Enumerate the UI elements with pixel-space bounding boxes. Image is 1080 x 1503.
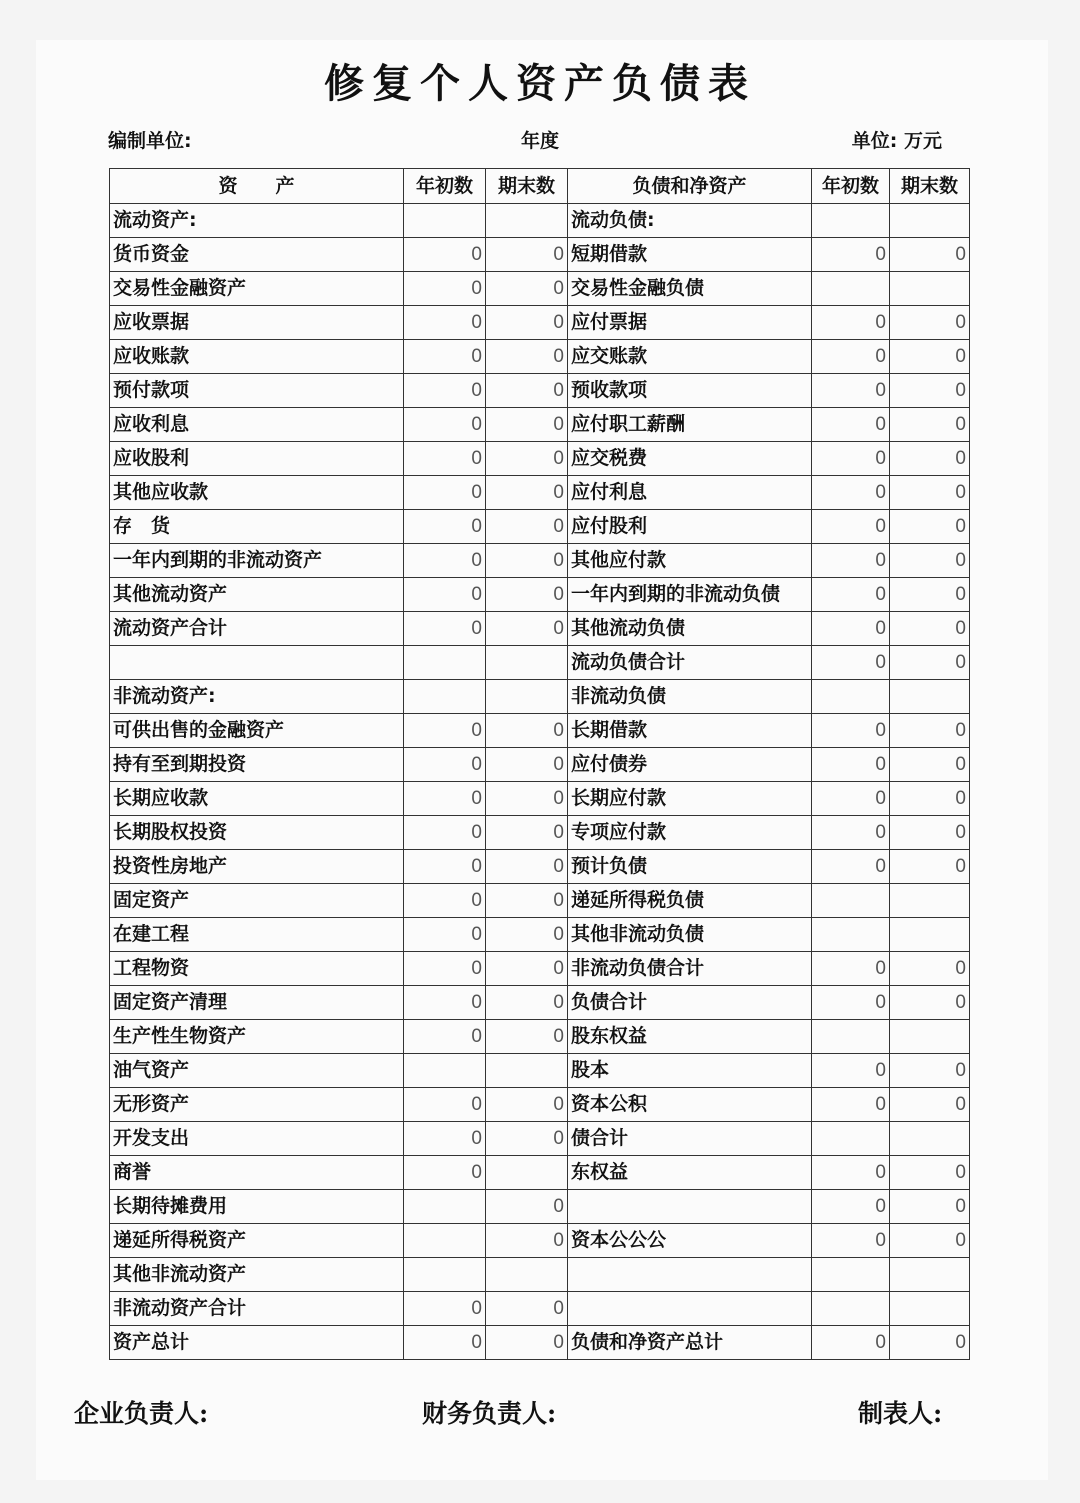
- table-row: [110, 714, 970, 748]
- asset-begin-value: 0: [404, 340, 486, 374]
- liability-begin-value: 0: [812, 238, 890, 272]
- asset-begin-value: 0: [404, 272, 486, 306]
- liability-end-value: 0: [890, 1190, 970, 1224]
- asset-begin-value: 0: [404, 850, 486, 884]
- preparer-label: 制表人:: [858, 1399, 943, 1428]
- table-row: [110, 238, 970, 272]
- liability-label: 股东权益: [568, 1020, 812, 1054]
- compiling-unit-label: 编制单位:: [108, 130, 192, 152]
- header-assets-begin: 年初数: [404, 169, 486, 204]
- asset-end-value: 0: [486, 612, 568, 646]
- asset-end-value: 0: [486, 476, 568, 510]
- liability-end-value: 0: [890, 748, 970, 782]
- table-row: [110, 1258, 970, 1292]
- asset-end-value: [486, 646, 568, 680]
- table-row: [110, 1224, 970, 1258]
- liability-end-value: 0: [890, 408, 970, 442]
- liability-begin-value: [812, 680, 890, 714]
- liability-begin-value: [812, 1258, 890, 1292]
- table-row: [110, 1122, 970, 1156]
- asset-end-value: 0: [486, 1190, 568, 1224]
- liability-label: 负债合计: [568, 986, 812, 1020]
- asset-label: 预付款项: [110, 374, 404, 408]
- liability-begin-value: 0: [812, 408, 890, 442]
- asset-label: 长期待摊费用: [110, 1190, 404, 1224]
- liability-begin-value: 0: [812, 476, 890, 510]
- liability-begin-value: 0: [812, 1054, 890, 1088]
- asset-begin-value: 0: [404, 1020, 486, 1054]
- asset-label: 交易性金融资产: [110, 272, 404, 306]
- asset-begin-value: [404, 1224, 486, 1258]
- header-liabilities-end: 期末数: [890, 169, 970, 204]
- liability-begin-value: [812, 272, 890, 306]
- asset-label: 流动资产合计: [110, 612, 404, 646]
- table-row: [110, 1088, 970, 1122]
- liability-end-value: 0: [890, 646, 970, 680]
- liability-label: 长期应付款: [568, 782, 812, 816]
- asset-begin-value: [404, 204, 486, 238]
- finance-head-label: 财务负责人:: [422, 1399, 557, 1428]
- asset-end-value: [486, 1258, 568, 1292]
- liability-label: 预计负债: [568, 850, 812, 884]
- liability-begin-value: 0: [812, 1326, 890, 1360]
- asset-begin-value: [404, 1258, 486, 1292]
- table-row: [110, 1156, 970, 1190]
- table-row: [110, 612, 970, 646]
- table-row: [110, 952, 970, 986]
- liability-label: 交易性金融负债: [568, 272, 812, 306]
- asset-end-value: 0: [486, 748, 568, 782]
- liability-begin-value: 0: [812, 544, 890, 578]
- asset-end-value: 0: [486, 578, 568, 612]
- asset-end-value: 0: [486, 272, 568, 306]
- asset-label: 递延所得税资产: [110, 1224, 404, 1258]
- asset-label: 应收股利: [110, 442, 404, 476]
- asset-end-value: 0: [486, 816, 568, 850]
- liability-begin-value: 0: [812, 646, 890, 680]
- table-row: [110, 442, 970, 476]
- table-row: [110, 1054, 970, 1088]
- liability-begin-value: 0: [812, 986, 890, 1020]
- asset-begin-value: 0: [404, 1122, 486, 1156]
- asset-end-value: [486, 680, 568, 714]
- header-liabilities: 负债和净资产: [568, 169, 812, 204]
- table-row: [110, 850, 970, 884]
- liability-label: 东权益: [568, 1156, 812, 1190]
- header-assets: 资 产: [110, 169, 404, 204]
- table-row: [110, 918, 970, 952]
- liability-label: 其他应付款: [568, 544, 812, 578]
- asset-label: 持有至到期投资: [110, 748, 404, 782]
- asset-begin-value: [404, 1054, 486, 1088]
- asset-label: 应收利息: [110, 408, 404, 442]
- liability-end-value: [890, 272, 970, 306]
- currency-unit-label: 单位: 万元: [851, 130, 942, 152]
- liability-label: 专项应付款: [568, 816, 812, 850]
- liability-begin-value: 0: [812, 1190, 890, 1224]
- asset-begin-value: 0: [404, 1292, 486, 1326]
- asset-end-value: 0: [486, 340, 568, 374]
- asset-end-value: 0: [486, 510, 568, 544]
- liability-begin-value: 0: [812, 1088, 890, 1122]
- asset-label: 油气资产: [110, 1054, 404, 1088]
- asset-begin-value: 0: [404, 374, 486, 408]
- liability-begin-value: 0: [812, 442, 890, 476]
- asset-begin-value: 0: [404, 408, 486, 442]
- liability-label: 应交税费: [568, 442, 812, 476]
- asset-end-value: 0: [486, 1122, 568, 1156]
- table-row: [110, 1292, 970, 1326]
- table-row: [110, 646, 970, 680]
- liability-label: 应付债券: [568, 748, 812, 782]
- table-row: [110, 816, 970, 850]
- asset-begin-value: 0: [404, 306, 486, 340]
- asset-label: 一年内到期的非流动资产: [110, 544, 404, 578]
- header-assets-end: 期末数: [486, 169, 568, 204]
- asset-end-value: 0: [486, 986, 568, 1020]
- table-row: [110, 578, 970, 612]
- asset-begin-value: 0: [404, 714, 486, 748]
- asset-begin-value: 0: [404, 442, 486, 476]
- liability-label: 流动负债合计: [568, 646, 812, 680]
- liability-end-value: 0: [890, 306, 970, 340]
- asset-label: 其他应收款: [110, 476, 404, 510]
- liability-end-value: 0: [890, 476, 970, 510]
- liability-end-value: 0: [890, 340, 970, 374]
- table-row: [110, 476, 970, 510]
- page-title: 修复个人资产负债表: [324, 60, 756, 107]
- liability-begin-value: 0: [812, 850, 890, 884]
- asset-label: 投资性房地产: [110, 850, 404, 884]
- asset-end-value: 0: [486, 918, 568, 952]
- liability-end-value: [890, 884, 970, 918]
- enterprise-head-label: 企业负责人:: [74, 1399, 209, 1428]
- liability-label: 应付票据: [568, 306, 812, 340]
- liability-label: 资本公公公: [568, 1224, 812, 1258]
- asset-label: 固定资产: [110, 884, 404, 918]
- table-row: [110, 374, 970, 408]
- liability-label: 债合计: [568, 1122, 812, 1156]
- asset-end-value: [486, 1156, 568, 1190]
- asset-begin-value: [404, 1190, 486, 1224]
- asset-label: 工程物资: [110, 952, 404, 986]
- table-row: [110, 340, 970, 374]
- liability-label: 预收款项: [568, 374, 812, 408]
- asset-begin-value: 0: [404, 1326, 486, 1360]
- liability-label: 应付利息: [568, 476, 812, 510]
- liability-begin-value: 0: [812, 1224, 890, 1258]
- asset-label: 在建工程: [110, 918, 404, 952]
- liability-end-value: 0: [890, 578, 970, 612]
- asset-begin-value: 0: [404, 748, 486, 782]
- liability-label: 非流动负债: [568, 680, 812, 714]
- asset-label: 可供出售的金融资产: [110, 714, 404, 748]
- table-row: [110, 544, 970, 578]
- asset-label: 资产总计: [110, 1326, 404, 1360]
- asset-begin-value: 0: [404, 1156, 486, 1190]
- asset-label: 非流动资产合计: [110, 1292, 404, 1326]
- liability-label: 应交账款: [568, 340, 812, 374]
- asset-label: 生产性生物资产: [110, 1020, 404, 1054]
- liability-end-value: 0: [890, 544, 970, 578]
- asset-begin-value: 0: [404, 952, 486, 986]
- asset-label: 固定资产清理: [110, 986, 404, 1020]
- liability-label: 一年内到期的非流动负债: [568, 578, 812, 612]
- liability-label: 其他非流动负债: [568, 918, 812, 952]
- asset-begin-value: 0: [404, 1088, 486, 1122]
- liability-end-value: 0: [890, 374, 970, 408]
- asset-end-value: 0: [486, 408, 568, 442]
- liability-end-value: 0: [890, 510, 970, 544]
- liability-begin-value: 0: [812, 782, 890, 816]
- asset-label: 其他流动资产: [110, 578, 404, 612]
- asset-end-value: 0: [486, 374, 568, 408]
- asset-label: 商誉: [110, 1156, 404, 1190]
- liability-end-value: 0: [890, 1088, 970, 1122]
- asset-label: 其他非流动资产: [110, 1258, 404, 1292]
- asset-end-value: 0: [486, 1088, 568, 1122]
- liability-label: 递延所得税负债: [568, 884, 812, 918]
- liability-begin-value: 0: [812, 374, 890, 408]
- asset-begin-value: [404, 646, 486, 680]
- asset-label: 开发支出: [110, 1122, 404, 1156]
- asset-end-value: 0: [486, 952, 568, 986]
- asset-end-value: 0: [486, 782, 568, 816]
- asset-label: 流动资产:: [110, 204, 404, 238]
- liability-begin-value: [812, 1292, 890, 1326]
- liability-end-value: [890, 1122, 970, 1156]
- liability-begin-value: [812, 204, 890, 238]
- table-row: [110, 408, 970, 442]
- asset-label: 非流动资产:: [110, 680, 404, 714]
- asset-begin-value: 0: [404, 544, 486, 578]
- asset-end-value: 0: [486, 1292, 568, 1326]
- asset-label: 长期股权投资: [110, 816, 404, 850]
- liability-end-value: 0: [890, 442, 970, 476]
- liability-end-value: 0: [890, 1326, 970, 1360]
- asset-begin-value: 0: [404, 918, 486, 952]
- liability-label: 股本: [568, 1054, 812, 1088]
- liability-label: 应付职工薪酬: [568, 408, 812, 442]
- asset-begin-value: 0: [404, 816, 486, 850]
- table-row: [110, 748, 970, 782]
- liability-begin-value: 0: [812, 748, 890, 782]
- table-row: [110, 884, 970, 918]
- liability-end-value: [890, 680, 970, 714]
- table-row: [110, 306, 970, 340]
- asset-end-value: 0: [486, 1020, 568, 1054]
- liability-end-value: 0: [890, 850, 970, 884]
- asset-end-value: [486, 1054, 568, 1088]
- header-liabilities-begin: 年初数: [812, 169, 890, 204]
- liability-end-value: [890, 1020, 970, 1054]
- asset-begin-value: 0: [404, 612, 486, 646]
- liability-label: [568, 1258, 812, 1292]
- table-row: [110, 1326, 970, 1360]
- asset-end-value: 0: [486, 1326, 568, 1360]
- liability-begin-value: 0: [812, 340, 890, 374]
- liability-label: 负债和净资产总计: [568, 1326, 812, 1360]
- liability-begin-value: [812, 1020, 890, 1054]
- asset-begin-value: 0: [404, 884, 486, 918]
- liability-label: [568, 1292, 812, 1326]
- liability-end-value: [890, 918, 970, 952]
- asset-label: 长期应收款: [110, 782, 404, 816]
- table-row: [110, 204, 970, 238]
- asset-begin-value: 0: [404, 986, 486, 1020]
- liability-end-value: 0: [890, 1054, 970, 1088]
- asset-label: 应收票据: [110, 306, 404, 340]
- liability-end-value: 0: [890, 816, 970, 850]
- asset-begin-value: 0: [404, 476, 486, 510]
- liability-end-value: [890, 204, 970, 238]
- liability-end-value: 0: [890, 1224, 970, 1258]
- asset-label: 无形资产: [110, 1088, 404, 1122]
- asset-label: 货币资金: [110, 238, 404, 272]
- asset-label: 应收账款: [110, 340, 404, 374]
- liability-end-value: 0: [890, 612, 970, 646]
- liability-label: 短期借款: [568, 238, 812, 272]
- asset-end-value: 0: [486, 714, 568, 748]
- liability-begin-value: 0: [812, 306, 890, 340]
- liability-end-value: [890, 1258, 970, 1292]
- liability-begin-value: 0: [812, 952, 890, 986]
- asset-begin-value: 0: [404, 238, 486, 272]
- liability-label: [568, 1190, 812, 1224]
- liability-label: 长期借款: [568, 714, 812, 748]
- table-header-row: [110, 169, 970, 204]
- asset-end-value: 0: [486, 306, 568, 340]
- asset-end-value: 0: [486, 544, 568, 578]
- asset-begin-value: 0: [404, 578, 486, 612]
- table-row: [110, 272, 970, 306]
- asset-end-value: 0: [486, 884, 568, 918]
- asset-end-value: 0: [486, 442, 568, 476]
- liability-label: 非流动负债合计: [568, 952, 812, 986]
- asset-end-value: 0: [486, 1224, 568, 1258]
- table-row: [110, 1190, 970, 1224]
- liability-label: 其他流动负债: [568, 612, 812, 646]
- liability-end-value: 0: [890, 714, 970, 748]
- liability-begin-value: 0: [812, 612, 890, 646]
- table-row: [110, 1020, 970, 1054]
- year-label: 年度: [520, 130, 559, 152]
- balance-sheet-table: [109, 168, 970, 1360]
- liability-begin-value: [812, 884, 890, 918]
- liability-begin-value: 0: [812, 510, 890, 544]
- asset-begin-value: 0: [404, 510, 486, 544]
- asset-end-value: 0: [486, 850, 568, 884]
- liability-label: 流动负债:: [568, 204, 812, 238]
- liability-end-value: 0: [890, 952, 970, 986]
- liability-begin-value: 0: [812, 816, 890, 850]
- liability-label: 资本公积: [568, 1088, 812, 1122]
- asset-end-value: [486, 204, 568, 238]
- liability-end-value: [890, 1292, 970, 1326]
- table-row: [110, 782, 970, 816]
- liability-begin-value: 0: [812, 1156, 890, 1190]
- asset-begin-value: 0: [404, 782, 486, 816]
- asset-end-value: 0: [486, 238, 568, 272]
- liability-end-value: 0: [890, 238, 970, 272]
- asset-begin-value: [404, 680, 486, 714]
- liability-end-value: 0: [890, 986, 970, 1020]
- asset-label: [110, 646, 404, 680]
- liability-end-value: 0: [890, 1156, 970, 1190]
- table-row: [110, 680, 970, 714]
- asset-label: 存 货: [110, 510, 404, 544]
- liability-begin-value: [812, 1122, 890, 1156]
- liability-end-value: 0: [890, 782, 970, 816]
- liability-label: 应付股利: [568, 510, 812, 544]
- liability-begin-value: [812, 918, 890, 952]
- table-row: [110, 510, 970, 544]
- table-row: [110, 986, 970, 1020]
- liability-begin-value: 0: [812, 714, 890, 748]
- liability-begin-value: 0: [812, 578, 890, 612]
